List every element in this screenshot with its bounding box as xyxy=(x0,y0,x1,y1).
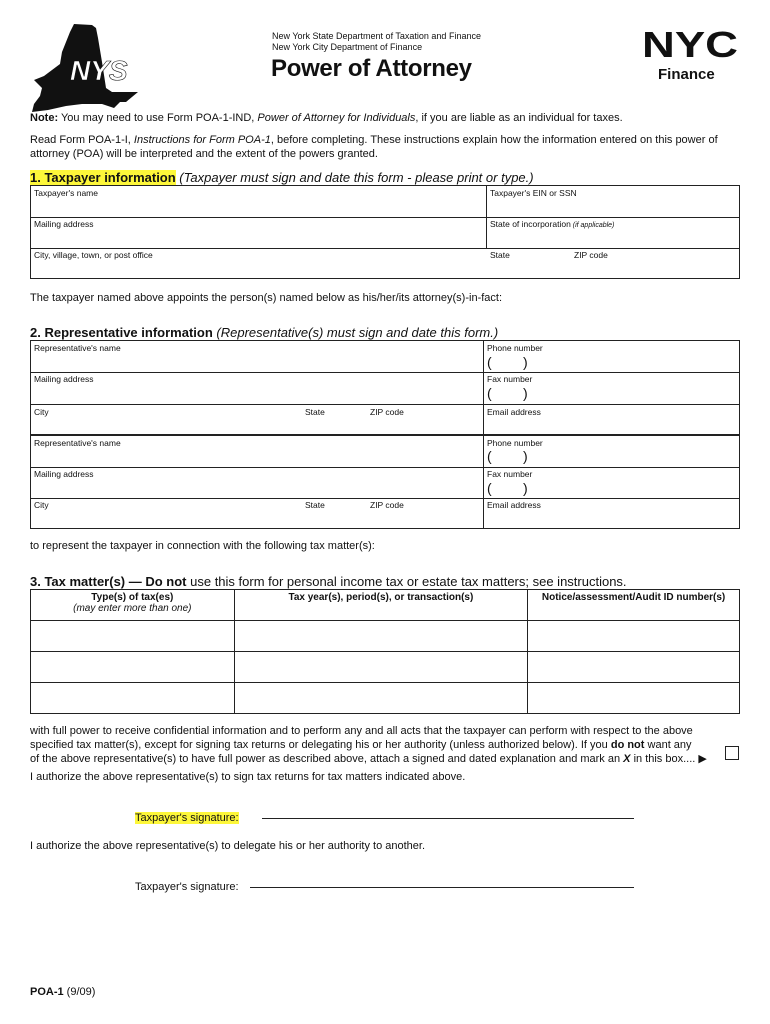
rep2-name-label: Representative's name xyxy=(34,438,121,448)
rep1-name-label: Representative's name xyxy=(34,343,121,353)
dept-line-2: New York City Department of Finance xyxy=(272,42,423,52)
section-1-title: 1. Taxpayer information xyxy=(30,170,176,185)
incorporation-text: State of incorporation xyxy=(490,219,571,229)
mailing-address-label: Mailing address xyxy=(34,219,94,229)
nyc-logo-sub: Finance xyxy=(658,66,715,83)
department-names xyxy=(272,31,481,53)
table-header-row xyxy=(31,590,740,621)
col-tax-type-sub: (may enter more than one) xyxy=(73,603,192,614)
taxpayer-signature-2-label: Taxpayer's signature: xyxy=(135,881,239,893)
full-power-line-1: with full power to receive confidential information and to perform any and all acts that the taxpayer can perform with respect to the above xyxy=(30,725,693,737)
representative-info-box xyxy=(30,340,740,529)
tax-type-cell[interactable] xyxy=(31,652,235,683)
note-label: Note: xyxy=(30,112,59,124)
section-1-heading xyxy=(30,170,534,185)
section-1-subtitle: (Taxpayer must sign and date this form - please print or type.) xyxy=(175,170,534,185)
col-tax-year-header: Tax year(s), period(s), or transaction(s) xyxy=(234,590,528,621)
tax-type-cell[interactable] xyxy=(31,621,235,652)
form-number: POA-1 xyxy=(30,986,64,998)
nys-logo-text: NYS xyxy=(70,55,128,86)
state-label: State xyxy=(490,250,510,260)
tax-year-cell[interactable] xyxy=(234,683,528,714)
section-3-title: 3. Tax matter(s) — Do not xyxy=(30,574,187,589)
rep2-fax-paren-open: ( xyxy=(487,480,492,496)
rep1-fax-paren-open: ( xyxy=(487,385,492,401)
rep2-fax-label: Fax number xyxy=(487,469,533,479)
nyc-logo-text: NYC xyxy=(642,27,738,65)
full-power-paragraph xyxy=(30,724,730,766)
nyc-finance-logo xyxy=(640,27,742,85)
full-power-line-2c: want any xyxy=(644,739,692,751)
zip-label: ZIP code xyxy=(574,250,608,260)
city-label: City, village, town, or post office xyxy=(34,250,153,260)
tax-matters-table xyxy=(30,589,740,714)
notice-id-cell[interactable] xyxy=(528,621,740,652)
taxpayer-signature-1-line[interactable] xyxy=(262,818,634,819)
form-date: (9/09) xyxy=(63,986,96,998)
rep1-state-label: State xyxy=(305,407,325,417)
note-text-a: You may need to use Form POA-1-IND, xyxy=(58,112,258,124)
read-form-name: Instructions for Form POA-1 xyxy=(133,134,271,146)
tax-year-cell[interactable] xyxy=(234,652,528,683)
rep2-state-label: State xyxy=(305,500,325,510)
col-notice-header: Notice/assessment/Audit ID number(s) xyxy=(528,590,740,621)
notice-id-cell[interactable] xyxy=(528,652,740,683)
section-2-title: 2. Representative information xyxy=(30,325,213,340)
rep1-fax-paren-close: ) xyxy=(523,385,528,401)
full-power-do-not: do not xyxy=(610,739,645,751)
col-tax-type-header xyxy=(31,590,235,621)
form-title: Power of Attorney xyxy=(271,55,472,82)
rep1-email-label: Email address xyxy=(487,407,541,417)
rep2-phone-label: Phone number xyxy=(487,438,543,448)
full-power-line-3c: in this box.... ▶ xyxy=(630,753,707,765)
table-row xyxy=(31,683,740,714)
section-3-heading xyxy=(30,574,627,589)
taxpayer-signature-2-line[interactable] xyxy=(250,887,634,888)
authorize-sign-text: I authorize the above representative(s) to sign tax returns for tax matters indicated above. xyxy=(30,771,466,783)
incorporation-note: (if applicable) xyxy=(570,222,615,229)
section-2-subtitle: (Representative(s) must sign and date this form.) xyxy=(212,325,499,340)
taxpayer-info-box xyxy=(30,185,740,279)
rep2-phone-paren-open: ( xyxy=(487,448,492,464)
full-power-line-2 xyxy=(30,738,730,752)
rep2-city-label: City xyxy=(34,500,49,510)
rep2-mailing-label: Mailing address xyxy=(34,469,94,479)
tax-year-cell[interactable] xyxy=(234,621,528,652)
rep2-zip-label: ZIP code xyxy=(370,500,404,510)
read-text-a: Read Form POA-1-I, xyxy=(30,134,134,146)
notice-id-cell[interactable] xyxy=(528,683,740,714)
rep1-city-label: City xyxy=(34,407,49,417)
represent-text: to represent the taxpayer in connection with the following tax matter(s): xyxy=(30,540,375,552)
intro-note xyxy=(30,112,623,124)
table-row xyxy=(31,621,740,652)
dept-line-1: New York State Department of Taxation and Finance xyxy=(272,31,481,41)
full-power-line-3 xyxy=(30,752,730,766)
no-full-power-checkbox[interactable] xyxy=(725,746,739,760)
full-power-line-3a: of the above representative(s) to have full power as described above, attach a signed and dated explanation and mark an xyxy=(30,753,624,765)
nys-state-logo xyxy=(30,22,140,114)
section-2-heading xyxy=(30,325,498,340)
rep2-email-label: Email address xyxy=(487,500,541,510)
taxpayer-ein-label: Taxpayer's EIN or SSN xyxy=(490,188,577,198)
rep1-phone-paren-open: ( xyxy=(487,354,492,370)
authorize-delegate-text: I authorize the above representative(s) to delegate his or her authority to another. xyxy=(30,840,426,852)
taxpayer-name-label: Taxpayer's name xyxy=(34,188,98,198)
rep1-phone-paren-close: ) xyxy=(523,354,528,370)
read-text-c: , before completing. These instructions explain how the information entered on this power of attorney (POA) will be interpreted and the extent of the powers granted. xyxy=(30,134,718,160)
taxpayer-signature-1-text: Taxpayer's signature: xyxy=(135,812,239,824)
full-power-line-2a: specified tax matter(s), except for signing tax returns or delegating his or her authority (unless authorized below). If you xyxy=(30,739,611,751)
note-text-c: , if you are liable as an individual for taxes. xyxy=(415,112,623,124)
section-3-subtitle: use this form for personal income tax or estate tax matters; see instructions. xyxy=(186,574,627,589)
full-power-x: X xyxy=(623,753,631,765)
col-tax-type-label: Type(s) of tax(es) xyxy=(91,592,174,603)
rep1-zip-label: ZIP code xyxy=(370,407,404,417)
form-footer xyxy=(30,986,95,998)
rep2-fax-paren-close: ) xyxy=(523,480,528,496)
rep1-fax-label: Fax number xyxy=(487,374,533,384)
appoint-text: The taxpayer named above appoints the person(s) named below as his/her/its attorney(s)-in-fact: xyxy=(30,292,503,304)
intro-read-instructions xyxy=(30,133,742,161)
rep2-phone-paren-close: ) xyxy=(523,448,528,464)
table-row xyxy=(31,652,740,683)
rep1-phone-label: Phone number xyxy=(487,343,543,353)
taxpayer-signature-1-label xyxy=(135,811,239,825)
tax-type-cell[interactable] xyxy=(31,683,235,714)
note-form-name: Power of Attorney for Individuals xyxy=(257,112,416,124)
rep1-mailing-label: Mailing address xyxy=(34,374,94,384)
incorporation-label xyxy=(490,219,614,229)
